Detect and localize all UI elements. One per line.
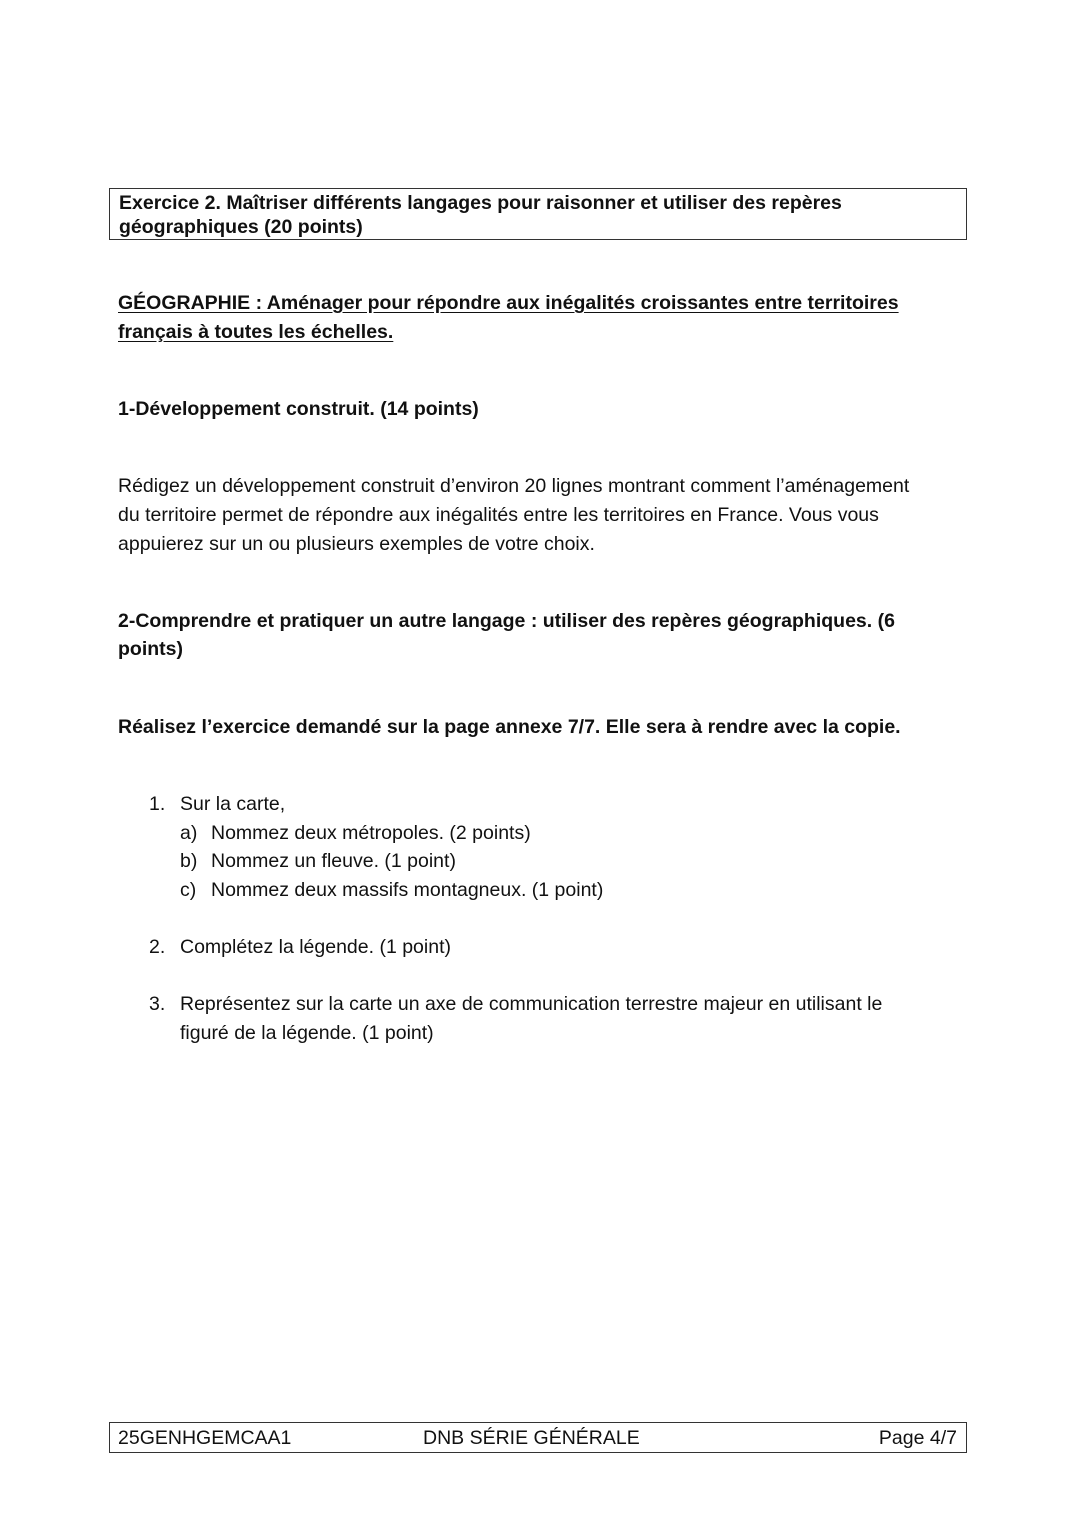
page-number: Page 4/7 [878,1427,957,1449]
paragraph-line: du territoire permet de répondre aux inégalités entre les territoires en France. Vous vous [118,504,879,526]
geography-heading-line-1: GÉOGRAPHIE : Aménager pour répondre aux inégalités croissantes entre territoires [118,292,899,314]
paragraph-line: Rédigez un développement construit d’environ 20 lignes montrant comment l’aménagement [118,475,910,497]
section-2-title-line-1: 2-Comprendre et pratiquer un autre langage : utiliser des repères géographiques. (6 [118,610,895,632]
list-item-continuation: figuré de la légende. (1 point) [180,1022,434,1044]
question-text: Représentez sur la carte un axe de communication terrestre majeur en utilisant le [180,993,883,1015]
question-number: 2. [149,936,166,958]
sub-item-text: Nommez un fleuve. (1 point) [211,850,456,872]
section-2-title [118,607,968,663]
question-text: Complétez la légende. (1 point) [180,936,451,958]
exercise-title-line-2: géographiques (20 points) [119,216,363,238]
exercise-header-box [109,188,967,240]
section-1-paragraph [118,472,968,559]
sub-item-letter: c) [180,879,197,901]
section-2-instruction: Réalisez l’exercice demandé sur la page annexe 7/7. Elle sera à rendre avec la copie. [118,716,901,738]
exercise-title-line-1: Exercice 2. Maîtriser différents langages pour raisonner et utiliser des repères [119,192,842,214]
paragraph-line: appuierez sur un ou plusieurs exemples de votre choix. [118,533,595,555]
exam-series: DNB SÉRIE GÉNÉRALE [423,1427,640,1449]
question-text: Sur la carte, [180,793,286,815]
section-2-title-line-2: points) [118,638,183,660]
sub-item-letter: a) [180,822,198,844]
exam-code: 25GENHGEMCAA1 [118,1427,292,1449]
sub-item-letter: b) [180,850,198,872]
section-1-title: 1-Développement construit. (14 points) [118,398,479,420]
sub-item-text: Nommez deux massifs montagneux. (1 point) [211,879,604,901]
sub-item-text: Nommez deux métropoles. (2 points) [211,822,531,844]
geography-heading-line-2: français à toutes les échelles. [118,321,394,343]
geography-heading [118,289,968,347]
question-number: 3. [149,993,166,1015]
page-footer [109,1422,967,1453]
question-number: 1. [149,793,166,815]
